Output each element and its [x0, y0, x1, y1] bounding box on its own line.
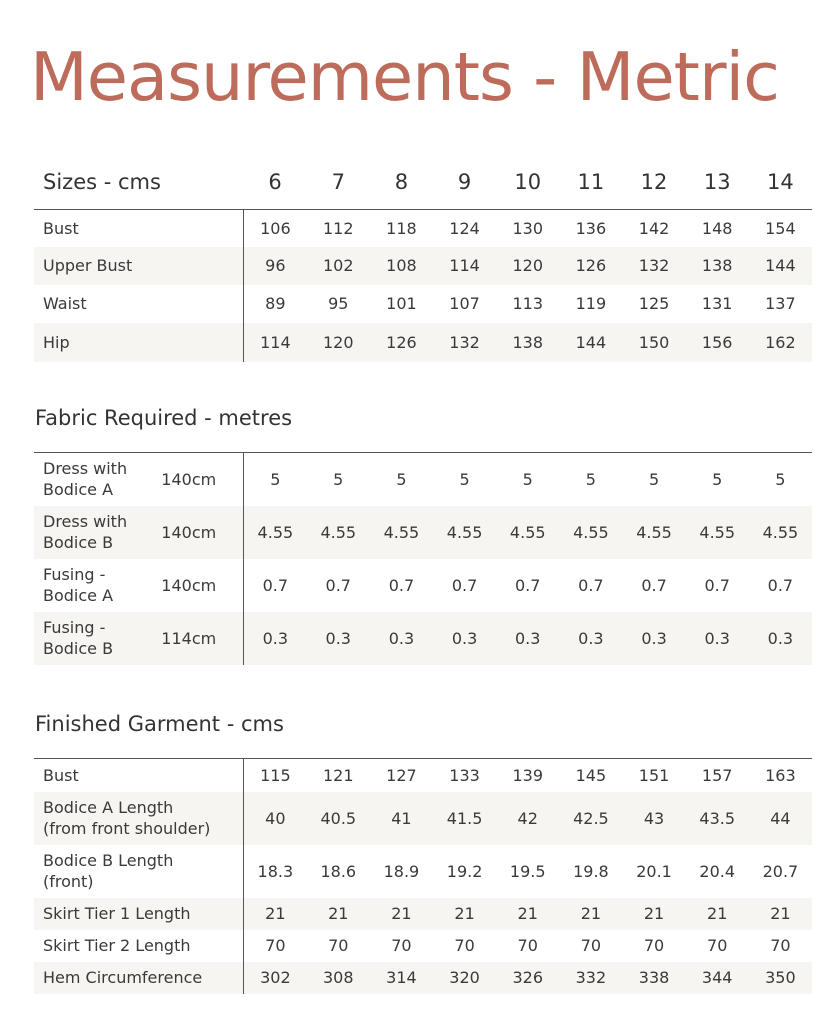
cell-value: 326	[496, 962, 559, 994]
cell-value: 5	[749, 453, 812, 506]
cell-value: 18.6	[320, 861, 357, 881]
cell-value: 101	[386, 294, 417, 313]
cell-value: 108	[370, 247, 433, 285]
cell-value: 132	[622, 247, 685, 285]
cell-value: 0.7	[641, 575, 667, 595]
size-header: 9	[433, 155, 496, 210]
cell-value: 148	[701, 218, 733, 238]
cell-value: 0.3	[370, 612, 433, 665]
size-header: 11	[559, 155, 622, 210]
cell-value: 21	[686, 898, 749, 930]
cell-value: 106	[260, 218, 291, 238]
cell-value: 144	[559, 323, 622, 362]
cell-value: 163	[749, 759, 812, 792]
row-label-line1: Fusing -	[43, 618, 106, 637]
cell-value: 138	[686, 247, 749, 285]
row-label	[34, 559, 152, 612]
cell-value: 0.7	[578, 575, 604, 595]
size-header: 6	[244, 155, 307, 210]
cell-value: 350	[749, 962, 812, 994]
cell-value: 142	[638, 218, 670, 238]
size-header: 13	[686, 155, 749, 210]
cell-value: 20.1	[636, 861, 672, 881]
table-row	[34, 792, 812, 845]
table-row	[34, 210, 812, 247]
cell-value: 124	[449, 218, 480, 238]
page-title: Measurements - Metric	[30, 38, 779, 116]
cell-value: 0.3	[433, 612, 496, 665]
fabric-width: 140cm	[152, 559, 243, 612]
cell-value: 5	[686, 453, 749, 506]
cell-value: 21	[496, 898, 559, 930]
cell-value: 5	[307, 453, 370, 506]
row-label-line2: Bodice B	[43, 533, 114, 552]
cell-value: 41	[370, 792, 433, 845]
cell-value: 154	[765, 218, 796, 238]
size-header: 7	[307, 155, 370, 210]
cell-value: 43.5	[686, 792, 749, 845]
table-row	[34, 612, 812, 665]
cell-value: 5	[244, 453, 307, 506]
cell-value: 114	[244, 323, 307, 362]
cell-value: 20.7	[762, 861, 799, 881]
cell-value: 4.55	[496, 506, 559, 559]
cell-value: 120	[307, 323, 370, 362]
cell-value: 130	[512, 218, 543, 238]
cell-value: 4.55	[622, 506, 685, 559]
cell-value: 137	[765, 294, 796, 313]
cell-value: 19.5	[509, 861, 546, 881]
cell-value: 5	[496, 453, 559, 506]
cell-value: 112	[322, 218, 354, 238]
table-row	[34, 247, 812, 285]
cell-value: 70	[517, 936, 538, 955]
finished-garment-table	[34, 758, 812, 994]
cell-value: 145	[559, 759, 622, 792]
table-row	[34, 962, 812, 994]
table-row	[34, 285, 812, 323]
cell-value: 4.55	[433, 506, 496, 559]
size-header: 10	[496, 155, 559, 210]
finished-section-title: Finished Garment - cms	[35, 712, 284, 736]
cell-value: 0.3	[496, 612, 559, 665]
cell-value: 5	[622, 453, 685, 506]
cell-value: 0.3	[307, 612, 370, 665]
cell-value: 314	[370, 962, 433, 994]
cell-value: 126	[370, 323, 433, 362]
cell-value: 151	[622, 759, 685, 792]
row-label-line2: Bodice A	[43, 586, 114, 605]
cell-value: 21	[244, 898, 307, 930]
cell-value: 308	[307, 962, 370, 994]
cell-value: 70	[454, 936, 475, 955]
cell-value: 70	[643, 936, 665, 955]
cell-value: 70	[391, 936, 412, 955]
cell-value: 70	[580, 936, 602, 955]
cell-value: 344	[686, 962, 749, 994]
row-label	[34, 792, 244, 845]
cell-value: 114	[433, 247, 496, 285]
cell-value: 4.55	[307, 506, 370, 559]
cell-value: 144	[749, 247, 812, 285]
row-label: Waist	[34, 285, 244, 323]
row-label-line1: Skirt Tier 2 Length	[43, 936, 191, 955]
table-row	[34, 559, 812, 612]
cell-value: 4.55	[686, 506, 749, 559]
row-label	[34, 845, 244, 898]
row-label-line1: Skirt Tier 1 Length	[43, 904, 191, 923]
cell-value: 118	[386, 218, 417, 238]
row-label: Upper Bust	[34, 247, 244, 285]
row-label-line1: Fusing -	[43, 565, 106, 584]
size-header: 12	[622, 155, 685, 210]
cell-value: 0.7	[451, 575, 478, 595]
cell-value: 320	[433, 962, 496, 994]
row-label: Bust	[34, 210, 244, 247]
sizes-header: Sizes - cms	[34, 155, 244, 210]
cell-value: 0.7	[704, 575, 730, 595]
cell-value: 19.8	[573, 861, 609, 881]
row-label-line1: Bodice B Length	[43, 851, 174, 870]
cell-value: 156	[686, 323, 749, 362]
cell-value: 4.55	[244, 506, 307, 559]
cell-value: 113	[512, 294, 543, 313]
table-row	[34, 898, 812, 930]
row-label	[34, 962, 244, 994]
cell-value: 70	[770, 936, 791, 955]
fabric-width: 114cm	[152, 612, 243, 665]
fabric-width: 140cm	[152, 453, 243, 506]
cell-value: 131	[701, 294, 733, 313]
cell-value: 139	[496, 759, 559, 792]
cell-value: 42	[496, 792, 559, 845]
cell-value: 4.55	[559, 506, 622, 559]
fabric-width: 140cm	[152, 506, 243, 559]
cell-value: 0.7	[325, 575, 351, 595]
row-label-line2: Bodice B	[43, 639, 114, 658]
cell-value: 115	[244, 759, 307, 792]
cell-value: 18.9	[383, 861, 420, 881]
row-label-line2: (from front shoulder)	[43, 819, 211, 838]
cell-value: 70	[265, 936, 286, 955]
cell-value: 162	[749, 323, 812, 362]
cell-value: 0.7	[515, 575, 541, 595]
cell-value: 150	[622, 323, 685, 362]
cell-value: 157	[686, 759, 749, 792]
cell-value: 44	[749, 792, 812, 845]
row-label	[34, 898, 244, 930]
row-label	[34, 612, 152, 665]
table-row	[34, 759, 812, 792]
row-label-line1: Dress with	[43, 512, 128, 531]
cell-value: 20.4	[699, 861, 736, 881]
cell-value: 21	[370, 898, 433, 930]
fabric-table	[34, 452, 812, 665]
size-header: 14	[749, 155, 812, 210]
cell-value: 302	[244, 962, 307, 994]
row-label	[34, 453, 152, 506]
table-row	[34, 930, 812, 962]
cell-value: 21	[559, 898, 622, 930]
row-label-line1: Bust	[43, 765, 79, 785]
cell-value: 43	[622, 792, 685, 845]
cell-value: 5	[370, 453, 433, 506]
cell-value: 19.2	[446, 861, 483, 881]
cell-value: 5	[433, 453, 496, 506]
table-row	[34, 453, 812, 506]
cell-value: 70	[328, 936, 349, 955]
cell-value: 0.3	[686, 612, 749, 665]
cell-value: 133	[433, 759, 496, 792]
cell-value: 338	[622, 962, 685, 994]
cell-value: 126	[559, 247, 622, 285]
table-row	[34, 845, 812, 898]
cell-value: 119	[575, 294, 607, 313]
cell-value: 4.55	[370, 506, 433, 559]
cell-value: 127	[370, 759, 433, 792]
cell-value: 121	[307, 759, 370, 792]
cell-value: 138	[496, 323, 559, 362]
cell-value: 0.7	[388, 575, 415, 595]
cell-value: 96	[244, 247, 307, 285]
row-label-line2: (front)	[43, 872, 94, 891]
cell-value: 132	[433, 323, 496, 362]
cell-value: 5	[559, 453, 622, 506]
row-label	[34, 759, 244, 792]
row-label	[34, 506, 152, 559]
table-row	[34, 506, 812, 559]
cell-value: 136	[575, 218, 607, 238]
row-label: Hip	[34, 323, 244, 362]
size-header: 8	[370, 155, 433, 210]
cell-value: 40	[244, 792, 307, 845]
cell-value: 0.3	[559, 612, 622, 665]
row-label-line2: Bodice A	[43, 480, 114, 500]
cell-value: 4.55	[749, 506, 812, 559]
cell-value: 0.3	[244, 612, 307, 665]
row-label	[34, 930, 244, 962]
cell-value: 0.7	[767, 575, 794, 595]
row-label-line1: Hem Circumference	[43, 968, 203, 987]
cell-value: 21	[622, 898, 685, 930]
cell-value: 21	[749, 898, 812, 930]
table-row	[34, 323, 812, 362]
cell-value: 70	[707, 936, 728, 955]
cell-value: 0.3	[749, 612, 812, 665]
cell-value: 332	[559, 962, 622, 994]
measurements-table	[34, 155, 812, 362]
row-label-line1: Dress with	[43, 459, 128, 479]
cell-value: 21	[433, 898, 496, 930]
cell-value: 0.7	[262, 575, 289, 595]
cell-value: 102	[307, 247, 370, 285]
cell-value: 42.5	[559, 792, 622, 845]
cell-value: 95	[328, 294, 349, 313]
fabric-section-title: Fabric Required - metres	[35, 406, 293, 430]
cell-value: 0.3	[622, 612, 685, 665]
cell-value: 107	[449, 294, 480, 313]
cell-value: 41.5	[433, 792, 496, 845]
cell-value: 21	[307, 898, 370, 930]
cell-value: 120	[496, 247, 559, 285]
cell-value: 40.5	[307, 792, 370, 845]
cell-value: 89	[265, 294, 286, 313]
cell-value: 18.3	[257, 861, 294, 881]
cell-value: 125	[638, 294, 670, 313]
row-label-line1: Bodice A Length	[43, 798, 174, 817]
